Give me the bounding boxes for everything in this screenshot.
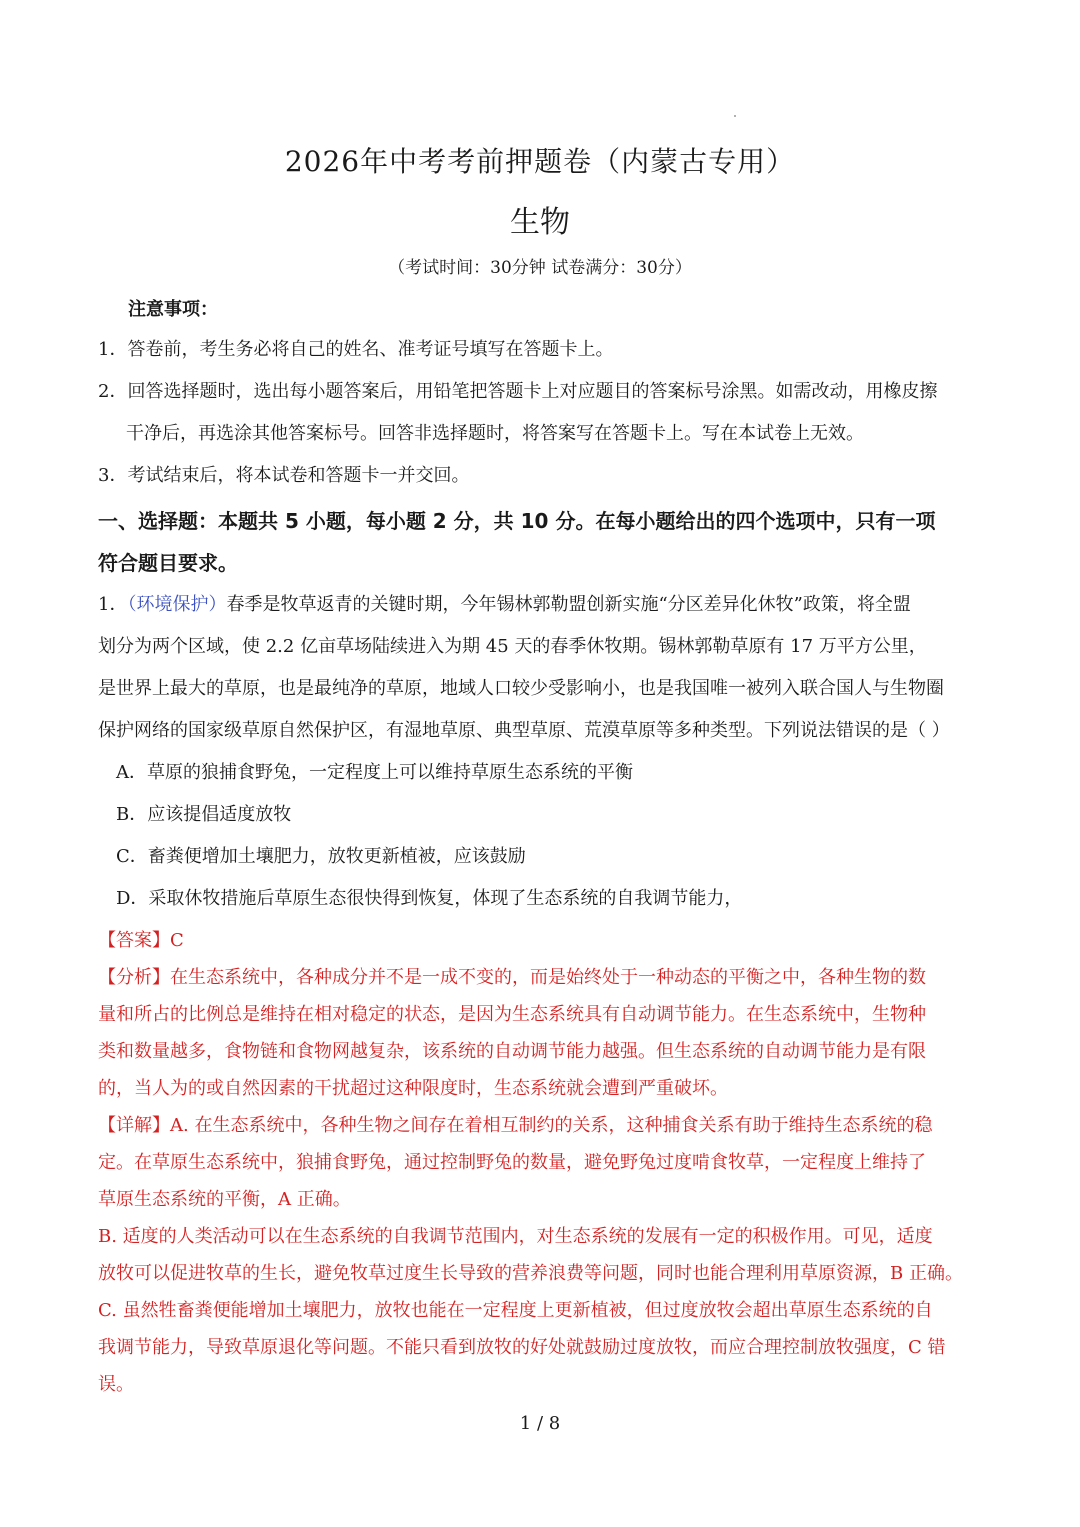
option-c: C．畜粪便增加土壤肥力，放牧更新植被，应该鼓励: [116, 846, 526, 867]
question-stem-line: 划分为两个区域，使 2.2 亿亩草场陆续进入为期 45 天的春季休牧期。锡林郭勒草原有 17 万平方公里，: [98, 636, 927, 657]
detail-line: B. 适度的人类活动可以在生态系统的自我调节范围内，对生态系统的发展有一定的积极作用。可见，适度: [98, 1226, 933, 1247]
analysis-line: 的，当人为的或自然因素的干扰超过这种限度时，生态系统就会遭到严重破坏。: [98, 1078, 728, 1099]
detail-line: 我调节能力，导致草原退化等问题。不能只看到放牧的好处就鼓励过度放牧，而应合理控制放牧强度，C 错: [98, 1337, 946, 1358]
notice-item: 3．考试结束后，将本试卷和答题卡一并交回。: [98, 465, 470, 486]
question-stem-line: 是世界上最大的草原，也是最纯净的草原，地域人口较少受影响小，也是我国唯一被列入联合国人与生物圈: [98, 678, 944, 699]
notice-list: [98, 329, 988, 497]
notice-item: 1．答卷前，考生务必将自己的姓名、准考证号填写在答题卡上。: [98, 339, 614, 360]
option-a: A．草原的狼捕食野兔，一定程度上可以维持草原生态系统的平衡: [116, 762, 633, 783]
analysis-line: [98, 959, 988, 996]
analysis-line: 量和所占的比例总是维持在相对稳定的状态，是因为生态系统具有自动调节能力。在生态系统中，生物种: [98, 1004, 926, 1025]
detail-line: 草原生态系统的平衡，A 正确。: [98, 1189, 351, 1210]
answer-block: [98, 922, 988, 1403]
analysis-label: 【分析】: [98, 967, 170, 988]
question-number: 1．: [98, 594, 128, 615]
question-1: [98, 584, 988, 920]
analysis-text: 在生态系统中，各种成分并不是一成不变的，而是始终处于一种动态的平衡之中，各种生物的数: [170, 967, 926, 988]
section-heading: [98, 500, 998, 584]
section-heading-line: 符合题目要求。: [98, 551, 238, 575]
scan-speck: [734, 115, 736, 117]
detail-line: 定。在草原生态系统中，狼捕食野兔，通过控制野兔的数量，避免野兔过度啃食牧草，一定程度上维持了: [98, 1152, 926, 1173]
answer-label: 【答案】: [98, 930, 170, 951]
analysis-line: 类和数量越多，食物链和食物网越复杂，该系统的自动调节能力越强。但生态系统的自动调节能力是有限: [98, 1041, 926, 1062]
exam-title: 2026年中考考前押题卷（内蒙古专用）: [284, 145, 796, 178]
detail-line: 放牧可以促进牧草的生长，避免牧草过度生长导致的营养浪费等问题，同时也能合理利用草原资源，B 正确。: [98, 1263, 963, 1284]
question-first-line: [98, 584, 988, 626]
notice-item: 干净后，再选涂其他答案标号。回答非选择题时，将答案写在答题卡上。写在本试卷上无效。: [126, 423, 864, 444]
detail-line: C. 虽然牲畜粪便能增加土壤肥力，放牧也能在一定程度上更新植被，但过度放牧会超出草原生态系统的自: [98, 1300, 933, 1321]
option-b: B．应该提倡适度放牧: [116, 804, 292, 825]
answer-value: C: [170, 930, 184, 951]
question-stem-line: 春季是牧草返青的关键时期，今年锡林郭勒盟创新实施“分区差异化休牧”政策，将全盟: [226, 594, 911, 615]
exam-info: （考试时间：30分钟 试卷满分：30分）: [388, 258, 692, 278]
question-tag: （环境保护）: [127, 594, 227, 615]
notice-item: 2．回答选择题时，选出每小题答案后，用铅笔把答题卡上对应题目的答案标号涂黑。如需改动，用橡皮擦: [98, 381, 938, 402]
question-stem-line: 保护网络的国家级草原自然保护区，有湿地草原、典型草原、荒漠草原等多种类型。下列说法错误的是（ ）: [98, 720, 950, 741]
detail-text: A. 在生态系统中，各种生物之间存在着相互制约的关系，这种捕食关系有助于维持生态系统的稳: [170, 1115, 933, 1136]
page-number: 1 / 8: [519, 1413, 561, 1434]
detail-line: 误。: [98, 1374, 134, 1395]
subject-title: 生物: [510, 205, 570, 240]
detail-line: [98, 1107, 988, 1144]
notice-heading: 注意事项：: [128, 299, 218, 320]
detail-label: 【详解】: [98, 1115, 170, 1136]
option-d: D．采取休牧措施后草原生态很快得到恢复，体现了生态系统的自我调节能力，: [116, 888, 743, 909]
section-heading-line: 一、选择题：本题共 5 小题，每小题 2 分，共 10 分。在每小题给出的四个选项中，只有一项: [98, 509, 936, 533]
answer-line: [98, 922, 988, 959]
